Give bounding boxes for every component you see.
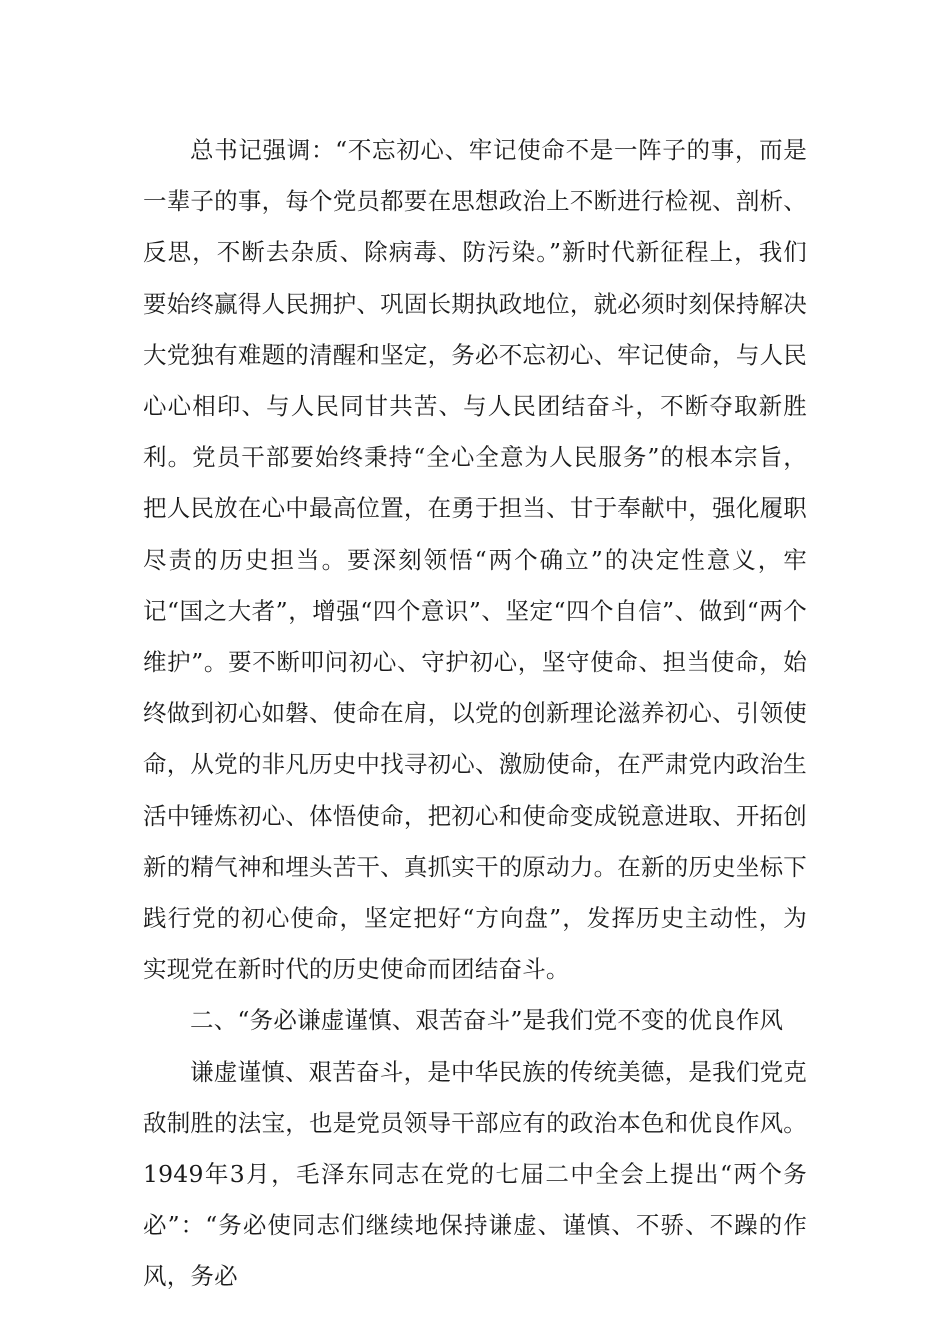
paragraph-humble-prudent: 谦虚谨慎、艰苦奋斗，是中华民族的传统美德，是我们党克敌制胜的法宝，也是党员领导干部应有的政治本色和优良作风。1949年3月，毛泽东同志在党的七届二中全会上提出“两个务必”：“务必使同志们继续地保持谦虚、谨慎、不骄、不躁的作风，务必 — [143, 1057, 807, 1291]
section-heading: 二、“务必谦虚谨慎、艰苦奋斗”是我们党不变的优良作风 — [190, 1006, 784, 1035]
document-body — [143, 125, 807, 1303]
paragraph-initial-mission: 总书记强调：“不忘初心、牢记使命不是一阵子的事，而是一辈子的事，每个党员都要在思想政治上不断进行检视、剖析、反思，不断去杂质、除病毒、防污染。”新时代新征程上，我们要始终赢得人民拥护、巩固长期执政地位，就必须时刻保持解决大党独有难题的清醒和坚定，务必不忘初心、牢记使命，与人民心心相印、与人民同甘共苦、与人民团结奋斗，不断夺取新胜利。党员干部要始终秉持“全心全意为人民服务”的根本宗旨，把人民放在心中最高位置，在勇于担当、甘于奉献中，强化履职尽责的历史担当。要深刻领悟“两个确立”的决定性意义，牢记“国之大者”，增强“四个意识”、坚定“四个自信”、做到“两个维护”。要不断叩问初心、守护初心，坚守使命、担当使命，始终做到初心如磐、使命在肩，以党的创新理论滋养初心、引领使命，从党的非凡历史中找寻初心、激励使命，在严肃党内政治生活中锤炼初心、体悟使命，把初心和使命变成锐意进取、开拓创新的精气神和埋头苦干、真抓实干的原动力。在新的历史坐标下践行党的初心使命，坚定把好“方向盘”，发挥历史主动性，为实现党在新时代的历史使命而团结奋斗。 — [143, 136, 807, 984]
